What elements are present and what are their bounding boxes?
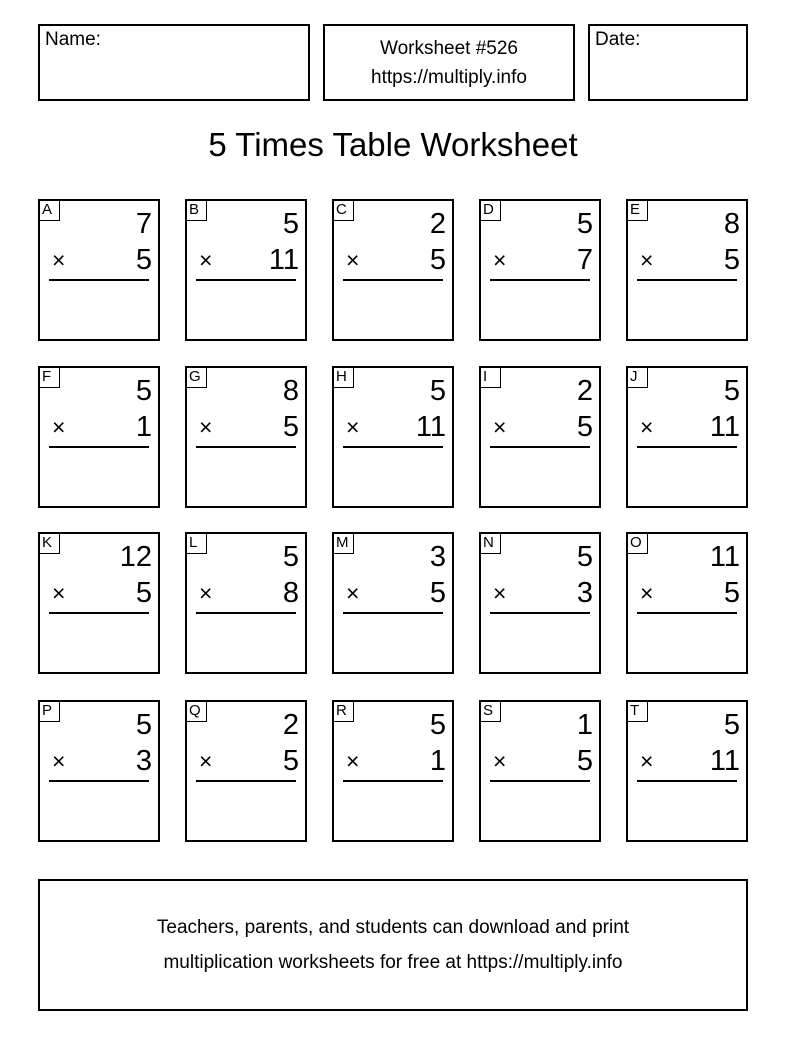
times-icon: × [52, 580, 66, 606]
answer-line [637, 446, 737, 448]
multiplicand: 2 [282, 709, 299, 741]
multiplicand: 5 [135, 375, 152, 407]
problem-letter: M [332, 532, 354, 554]
answer-line [49, 780, 149, 782]
multiplier: 5 [282, 745, 299, 777]
times-icon: × [493, 580, 507, 606]
footer-line-1: Teachers, parents, and students can download and print [156, 917, 630, 938]
worksheet-number: Worksheet #526 [379, 37, 518, 59]
multiplicand: 12 [119, 541, 152, 573]
multiplier: 1 [429, 745, 446, 777]
multiplicand: 8 [723, 208, 740, 240]
problem-card[interactable] [626, 199, 748, 341]
times-icon: × [346, 247, 360, 273]
times-icon: × [199, 748, 213, 774]
multiplicand: 5 [723, 709, 740, 741]
times-icon: × [52, 247, 66, 273]
problem-letter: F [38, 366, 60, 388]
multiplier: 3 [135, 745, 152, 777]
answer-line [637, 612, 737, 614]
multiplier: 5 [135, 244, 152, 276]
answer-line [637, 780, 737, 782]
problem-card[interactable] [479, 532, 601, 674]
multiplicand: 7 [135, 208, 152, 240]
worksheet-url: https://multiply.info [371, 66, 527, 88]
answer-line [49, 279, 149, 281]
problem-letter: L [185, 532, 207, 554]
multiplicand: 5 [429, 709, 446, 741]
times-icon: × [346, 414, 360, 440]
problem-card[interactable] [626, 366, 748, 508]
answer-line [343, 279, 443, 281]
problem-card[interactable] [185, 700, 307, 842]
problem-card[interactable] [38, 532, 160, 674]
problem-letter: S [479, 700, 501, 722]
multiplier: 7 [576, 244, 593, 276]
multiplicand: 5 [576, 208, 593, 240]
times-icon: × [640, 748, 654, 774]
answer-line [343, 446, 443, 448]
date-label: Date: [595, 29, 641, 50]
times-icon: × [52, 748, 66, 774]
problem-card[interactable] [185, 532, 307, 674]
answer-line [196, 612, 296, 614]
multiplier: 5 [282, 411, 299, 443]
times-icon: × [493, 247, 507, 273]
multiplicand: 5 [135, 709, 152, 741]
footer-line-2: multiplication worksheets for free at https://multiply.info [163, 952, 623, 973]
worksheet-info-box [323, 24, 575, 101]
times-icon: × [640, 580, 654, 606]
multiplicand: 11 [709, 541, 740, 573]
answer-line [196, 780, 296, 782]
multiplier: 5 [723, 244, 740, 276]
problem-letter: T [626, 700, 648, 722]
answer-line [196, 279, 296, 281]
times-icon: × [493, 414, 507, 440]
problem-letter: G [185, 366, 207, 388]
times-icon: × [346, 748, 360, 774]
answer-line [490, 446, 590, 448]
multiplicand: 5 [576, 541, 593, 573]
name-box[interactable] [38, 24, 310, 101]
times-icon: × [199, 580, 213, 606]
multiplier: 1 [135, 411, 152, 443]
problem-card[interactable] [185, 199, 307, 341]
answer-line [490, 612, 590, 614]
multiplier: 5 [429, 577, 446, 609]
problem-card[interactable] [332, 199, 454, 341]
problem-card[interactable] [626, 700, 748, 842]
problem-letter: K [38, 532, 60, 554]
times-icon: × [493, 748, 507, 774]
problem-letter: B [185, 199, 207, 221]
multiplier: 5 [135, 577, 152, 609]
problem-card[interactable] [332, 532, 454, 674]
problem-letter: D [479, 199, 501, 221]
problem-card[interactable] [479, 366, 601, 508]
problem-card[interactable] [479, 199, 601, 341]
problem-letter: J [626, 366, 648, 388]
problem-letter: E [626, 199, 648, 221]
problem-card[interactable] [38, 366, 160, 508]
times-icon: × [640, 414, 654, 440]
multiplicand: 5 [429, 375, 446, 407]
multiplier: 8 [282, 577, 299, 609]
problem-card[interactable] [332, 366, 454, 508]
multiplier: 5 [429, 244, 446, 276]
name-label: Name: [45, 29, 101, 50]
answer-line [196, 446, 296, 448]
multiplier: 3 [576, 577, 593, 609]
multiplier: 11 [709, 745, 740, 777]
times-icon: × [199, 247, 213, 273]
problem-card[interactable] [38, 199, 160, 341]
problem-card[interactable] [185, 366, 307, 508]
problem-card[interactable] [38, 700, 160, 842]
problem-card[interactable] [332, 700, 454, 842]
times-icon: × [52, 414, 66, 440]
answer-line [343, 780, 443, 782]
multiplier: 11 [709, 411, 740, 443]
times-icon: × [640, 247, 654, 273]
answer-line [49, 612, 149, 614]
problem-letter: H [332, 366, 354, 388]
problem-card[interactable] [626, 532, 748, 674]
multiplicand: 1 [576, 709, 593, 741]
footer-box [38, 879, 748, 1011]
problem-letter: P [38, 700, 60, 722]
answer-line [490, 780, 590, 782]
multiplier: 5 [576, 411, 593, 443]
multiplicand: 2 [429, 208, 446, 240]
multiplier: 5 [576, 745, 593, 777]
page-title: 5 Times Table Worksheet [208, 126, 578, 163]
multiplicand: 5 [282, 208, 299, 240]
times-icon: × [199, 414, 213, 440]
answer-line [49, 446, 149, 448]
answer-line [637, 279, 737, 281]
multiplier: 5 [723, 577, 740, 609]
problem-letter: O [626, 532, 648, 554]
multiplicand: 3 [429, 541, 446, 573]
answer-line [490, 279, 590, 281]
problem-letter: N [479, 532, 501, 554]
problem-letter: I [479, 366, 501, 388]
problem-letter: A [38, 199, 60, 221]
multiplier: 11 [415, 411, 446, 443]
date-box[interactable] [588, 24, 748, 101]
problem-letter: R [332, 700, 354, 722]
problem-letter: C [332, 199, 354, 221]
problem-letter: Q [185, 700, 207, 722]
answer-line [343, 612, 443, 614]
problem-card[interactable] [479, 700, 601, 842]
multiplicand: 2 [576, 375, 593, 407]
multiplicand: 5 [723, 375, 740, 407]
multiplicand: 8 [282, 375, 299, 407]
multiplier: 11 [268, 244, 299, 276]
times-icon: × [346, 580, 360, 606]
multiplicand: 5 [282, 541, 299, 573]
